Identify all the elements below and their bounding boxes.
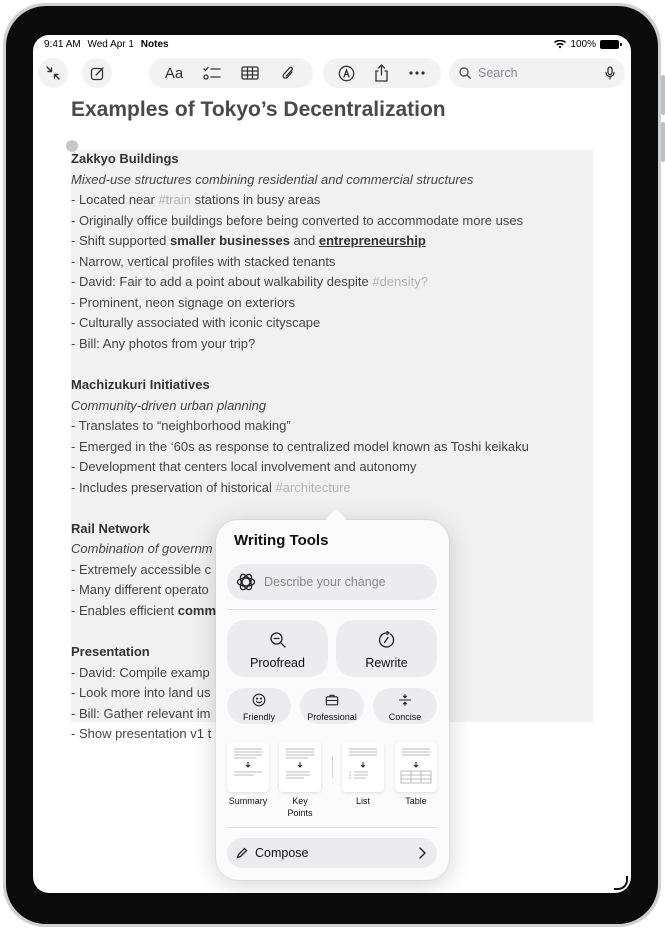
note-line <box>71 375 591 396</box>
checklist-button[interactable] <box>198 59 226 87</box>
section-heading: Presentation <box>71 644 150 660</box>
volume-button <box>661 122 665 162</box>
apple-intelligence-icon <box>236 572 256 592</box>
divider <box>227 609 437 610</box>
key-points-button[interactable] <box>279 742 321 792</box>
battery-percent: 100% <box>570 39 596 50</box>
note-text: stations in busy areas <box>190 192 321 208</box>
note-text: - Extremely accessible c <box>71 561 212 577</box>
chevron-right-icon <box>416 846 428 860</box>
note-text: - Bill: Any photos from your trip? <box>71 335 256 351</box>
note-line <box>71 252 591 273</box>
checklist-icon <box>203 66 221 81</box>
writing-tools-popover <box>216 520 449 880</box>
wifi-icon <box>554 40 566 49</box>
hashtag[interactable]: #train <box>158 192 191 208</box>
pencil-icon <box>236 847 248 859</box>
table-button[interactable] <box>395 742 437 792</box>
note-line <box>71 272 591 293</box>
note-line <box>71 437 591 458</box>
proofread-label: Proofread <box>250 656 305 670</box>
microphone-icon[interactable] <box>605 66 615 80</box>
note-text: and <box>289 233 319 249</box>
section-heading: Zakkyo Buildings <box>71 151 179 166</box>
note-line <box>71 231 591 252</box>
section-heading: Rail Network <box>71 520 150 536</box>
share-button[interactable] <box>368 59 396 87</box>
note-text: smaller businesses <box>170 233 290 249</box>
status-bar <box>33 35 631 53</box>
divider <box>332 756 333 778</box>
status-app: Notes <box>140 39 169 50</box>
writing-tools-title: Writing Tools <box>234 532 329 549</box>
proofread-button[interactable] <box>227 620 328 677</box>
note-line <box>71 190 591 211</box>
divider <box>227 827 437 828</box>
note-line <box>71 354 591 375</box>
professional-button[interactable] <box>300 688 364 724</box>
table-button[interactable] <box>236 59 264 87</box>
note-line <box>71 396 591 417</box>
note-text: Combination of governm <box>71 541 213 557</box>
corner-indicator <box>614 876 628 890</box>
concise-button[interactable] <box>373 688 437 724</box>
note-line <box>71 478 591 499</box>
more-icon <box>409 71 425 75</box>
attachment-button[interactable] <box>274 59 302 87</box>
screen <box>33 35 631 893</box>
note-text: - Show presentation v1 t <box>71 726 212 742</box>
friendly-label: Friendly <box>242 712 275 722</box>
summary-button[interactable] <box>227 742 269 792</box>
table-label: Table <box>405 796 427 806</box>
note-text: - Shift supported <box>71 233 170 249</box>
note-text: - Many different operato <box>71 582 209 598</box>
note-text: - Located near <box>71 192 159 208</box>
note-text: Community-driven urban planning <box>71 397 267 413</box>
note-text: - Culturally associated with iconic cityscape <box>71 315 321 331</box>
hashtag[interactable]: #density? <box>372 274 428 290</box>
note-text: - Includes preservation of historical <box>71 479 276 495</box>
table-document-icon <box>395 742 437 792</box>
friendly-button[interactable] <box>227 688 291 724</box>
markup-button[interactable] <box>333 59 361 87</box>
key-points-document-icon <box>279 742 321 792</box>
volume-button <box>661 75 665 115</box>
note-line <box>71 211 591 232</box>
note-text: - Originally office buildings before being converted to accommodate more uses <box>71 212 524 228</box>
note-line <box>71 457 591 478</box>
text-format-icon: Aa <box>164 64 184 82</box>
search-placeholder: Search <box>478 66 518 80</box>
battery-icon <box>600 40 619 49</box>
summary-document-icon <box>227 742 269 792</box>
note-text: - David: Compile examp <box>71 664 210 680</box>
format-toolbar <box>149 58 313 88</box>
note-line <box>71 149 591 170</box>
note-text: comm <box>177 603 217 619</box>
list-button[interactable] <box>342 742 384 792</box>
briefcase-icon <box>325 693 339 707</box>
compose-note-icon <box>90 66 105 81</box>
compose-label: Compose <box>255 846 309 860</box>
smile-icon <box>252 693 266 707</box>
note-line <box>71 416 591 437</box>
compose-button[interactable] <box>227 838 437 868</box>
professional-label: Professional <box>307 712 357 722</box>
note-text: - Emerged in the ‘60s as response to centralized model known as Toshi keikaku <box>71 438 529 454</box>
note-title[interactable]: Examples of Tokyo’s Decentralization <box>71 98 446 121</box>
text-format-button[interactable] <box>160 59 188 87</box>
rewrite-label: Rewrite <box>365 656 408 670</box>
collapse-icon <box>46 66 60 80</box>
collapse-button[interactable] <box>38 58 68 88</box>
list-document-icon <box>342 742 384 792</box>
key-points-label: Key Points <box>287 796 313 818</box>
describe-change-input[interactable] <box>227 564 437 600</box>
note-line <box>71 313 591 334</box>
note-line <box>71 293 591 314</box>
section-heading: Machizukuri Initiatives <box>71 377 210 393</box>
note-text: - Bill: Gather relevant im <box>71 705 211 721</box>
list-label: List <box>355 796 370 806</box>
more-button[interactable] <box>403 59 431 87</box>
note-text: - Enables efficient <box>71 603 178 619</box>
status-date: Wed Apr 1 <box>87 39 134 50</box>
note-text: - David: Fair to add a point about walkability despite <box>71 274 373 290</box>
rewrite-button[interactable] <box>336 620 437 677</box>
attachment-icon <box>281 65 295 82</box>
hashtag[interactable]: #architecture <box>275 479 351 495</box>
rewrite-icon <box>378 631 396 649</box>
note-text: - Development that centers local involvement and autonomy <box>71 459 417 475</box>
note-text: - Look more into land us <box>71 685 211 701</box>
note-text: entrepreneurship <box>318 233 426 249</box>
note-line <box>71 334 591 355</box>
note-text: Mixed-use structures combining residential and commercial structures <box>71 171 474 187</box>
status-time: 9:41 AM <box>44 39 81 50</box>
note-text: - Narrow, vertical profiles with stacked tenants <box>71 253 336 269</box>
actions-toolbar <box>323 58 441 88</box>
new-note-button[interactable] <box>82 58 112 88</box>
table-icon <box>241 66 259 80</box>
proofread-icon <box>269 631 287 649</box>
concise-label: Concise <box>388 712 422 722</box>
note-text: - Prominent, neon signage on exteriors <box>71 294 296 310</box>
search-field[interactable] <box>449 58 625 88</box>
note-line <box>71 170 591 191</box>
concise-icon <box>398 693 412 707</box>
describe-change-placeholder: Describe your change <box>264 575 386 589</box>
markup-icon <box>338 65 355 82</box>
share-icon <box>374 64 389 82</box>
summary-label: Summary <box>228 796 268 806</box>
note-text: - Translates to “neighborhood making” <box>71 418 291 434</box>
search-icon <box>459 67 471 79</box>
